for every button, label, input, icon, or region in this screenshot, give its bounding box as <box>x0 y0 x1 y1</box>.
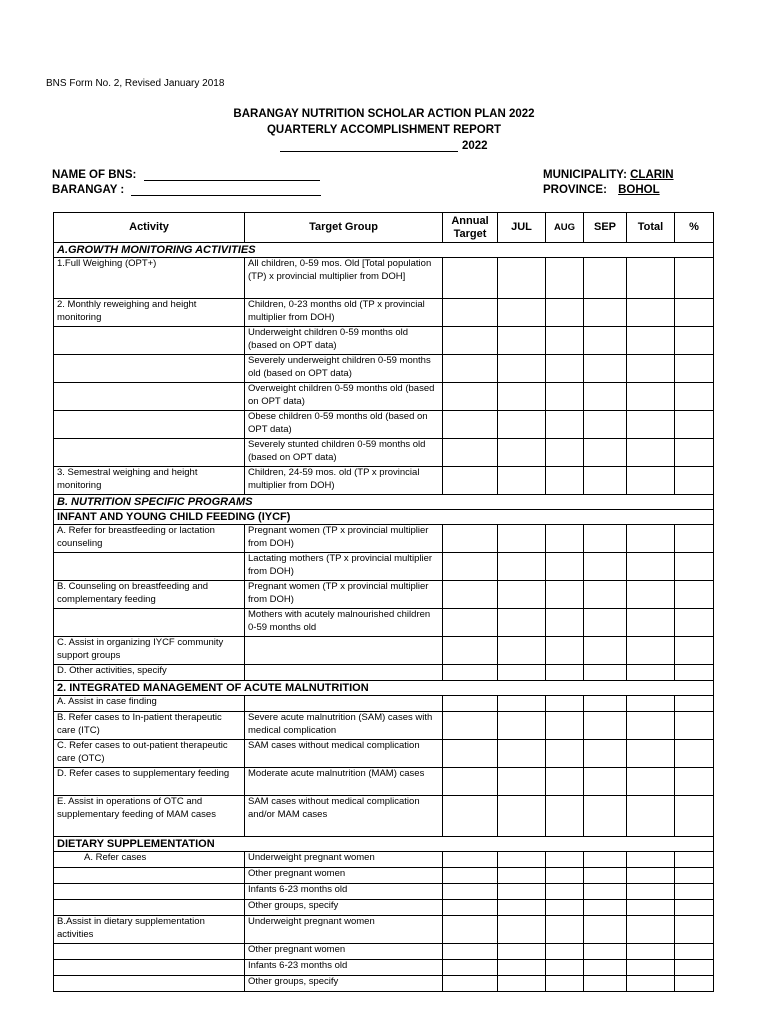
aug-cell[interactable] <box>546 467 584 495</box>
percent-cell[interactable] <box>675 258 714 299</box>
percent-cell[interactable] <box>675 900 714 916</box>
sep-cell[interactable] <box>584 944 627 960</box>
percent-cell[interactable] <box>675 796 714 837</box>
percent-cell[interactable] <box>675 355 714 383</box>
province-value: BOHOL <box>618 184 660 196</box>
aug-cell[interactable] <box>546 439 584 467</box>
section-row <box>54 510 714 525</box>
annual-target-cell[interactable] <box>443 553 498 581</box>
header-total: Total <box>627 213 675 243</box>
annual-target-cell[interactable] <box>443 467 498 495</box>
percent-cell[interactable] <box>675 696 714 712</box>
jul-cell[interactable] <box>498 960 546 976</box>
activity-cell <box>54 944 245 960</box>
table-row <box>54 976 714 992</box>
total-cell[interactable] <box>627 637 675 665</box>
table-row <box>54 916 714 944</box>
sep-cell[interactable] <box>584 525 627 553</box>
target-group-cell: Infants 6-23 months old <box>245 884 443 900</box>
jul-cell[interactable] <box>498 637 546 665</box>
annual-target-cell[interactable] <box>443 768 498 796</box>
jul-cell[interactable] <box>498 768 546 796</box>
annual-target-cell[interactable] <box>443 944 498 960</box>
target-group-cell: Lactating mothers (TP x provincial multiplier from DOH) <box>245 553 443 581</box>
section-heading: DIETARY SUPPLEMENTATION <box>54 837 714 852</box>
header-target-group: Target Group <box>245 213 443 243</box>
sep-cell[interactable] <box>584 258 627 299</box>
report-year: 2022 <box>462 140 488 152</box>
activity-cell: C. Assist in organizing IYCF community support groups <box>54 637 245 665</box>
target-group-cell <box>245 665 443 681</box>
total-cell[interactable] <box>627 665 675 681</box>
aug-cell[interactable] <box>546 852 584 868</box>
target-group-cell: Severely stunted children 0-59 months old (based on OPT data) <box>245 439 443 467</box>
total-cell[interactable] <box>627 525 675 553</box>
table-row <box>54 768 714 796</box>
sep-cell[interactable] <box>584 383 627 411</box>
barangay-blank[interactable] <box>131 184 321 196</box>
annual-target-cell[interactable] <box>443 609 498 637</box>
annual-target-cell[interactable] <box>443 439 498 467</box>
percent-cell[interactable] <box>675 467 714 495</box>
table-row <box>54 868 714 884</box>
sep-cell[interactable] <box>584 581 627 609</box>
target-group-cell: Mothers with acutely malnourished children 0-59 months old <box>245 609 443 637</box>
table-row <box>54 467 714 495</box>
activity-cell: 3. Semestral weighing and height monitoring <box>54 467 245 495</box>
province-label: PROVINCE: <box>543 184 607 196</box>
table-row <box>54 944 714 960</box>
header-aug: AUG <box>546 213 584 243</box>
target-group-cell: Children, 0-23 months old (TP x provincial multiplier from DOH) <box>245 299 443 327</box>
sep-cell[interactable] <box>584 327 627 355</box>
aug-cell[interactable] <box>546 960 584 976</box>
aug-cell[interactable] <box>546 944 584 960</box>
jul-cell[interactable] <box>498 299 546 327</box>
total-cell[interactable] <box>627 696 675 712</box>
activity-cell: A. Refer for breastfeeding or lactation counseling <box>54 525 245 553</box>
total-cell[interactable] <box>627 740 675 768</box>
aug-cell[interactable] <box>546 553 584 581</box>
annual-target-cell[interactable] <box>443 900 498 916</box>
annual-target-cell[interactable] <box>443 411 498 439</box>
annual-target-cell[interactable] <box>443 916 498 944</box>
sep-cell[interactable] <box>584 609 627 637</box>
annual-target-cell[interactable] <box>443 740 498 768</box>
total-cell[interactable] <box>627 553 675 581</box>
percent-cell[interactable] <box>675 768 714 796</box>
sep-cell[interactable] <box>584 299 627 327</box>
total-cell[interactable] <box>627 900 675 916</box>
annual-target-cell[interactable] <box>443 299 498 327</box>
annual-target-cell[interactable] <box>443 665 498 681</box>
report-period <box>280 140 488 152</box>
total-cell[interactable] <box>627 976 675 992</box>
aug-cell[interactable] <box>546 258 584 299</box>
table-row <box>54 299 714 327</box>
section-row <box>54 837 714 852</box>
sep-cell[interactable] <box>584 868 627 884</box>
target-group-cell: Infants 6-23 months old <box>245 960 443 976</box>
table-row <box>54 258 714 299</box>
percent-cell[interactable] <box>675 960 714 976</box>
percent-cell[interactable] <box>675 609 714 637</box>
jul-cell[interactable] <box>498 944 546 960</box>
activity-cell: C. Refer cases to out-patient therapeutic care (OTC) <box>54 740 245 768</box>
aug-cell[interactable] <box>546 740 584 768</box>
annual-target-cell[interactable] <box>443 637 498 665</box>
activity-cell <box>54 327 245 355</box>
aug-cell[interactable] <box>546 884 584 900</box>
percent-cell[interactable] <box>675 868 714 884</box>
activity-cell: A. Assist in case finding <box>54 696 245 712</box>
total-cell[interactable] <box>627 852 675 868</box>
activity-cell <box>54 609 245 637</box>
jul-cell[interactable] <box>498 852 546 868</box>
activity-cell <box>54 439 245 467</box>
jul-cell[interactable] <box>498 581 546 609</box>
jul-cell[interactable] <box>498 355 546 383</box>
activity-cell: D. Other activities, specify <box>54 665 245 681</box>
sep-cell[interactable] <box>584 467 627 495</box>
target-group-cell <box>245 637 443 665</box>
target-group-cell: Other pregnant women <box>245 944 443 960</box>
jul-cell[interactable] <box>498 916 546 944</box>
activity-cell: 1.Full Weighing (OPT+) <box>54 258 245 299</box>
percent-cell[interactable] <box>675 525 714 553</box>
percent-cell[interactable] <box>675 411 714 439</box>
activity-cell <box>54 411 245 439</box>
total-cell[interactable] <box>627 411 675 439</box>
header-activity: Activity <box>54 213 245 243</box>
total-cell[interactable] <box>627 609 675 637</box>
municipality-field <box>543 169 674 181</box>
section-heading: INFANT AND YOUNG CHILD FEEDING (IYCF) <box>54 510 714 525</box>
sep-cell[interactable] <box>584 900 627 916</box>
percent-cell[interactable] <box>675 327 714 355</box>
jul-cell[interactable] <box>498 467 546 495</box>
table-row <box>54 439 714 467</box>
aug-cell[interactable] <box>546 411 584 439</box>
aug-cell[interactable] <box>546 900 584 916</box>
activity-cell <box>54 868 245 884</box>
percent-cell[interactable] <box>675 665 714 681</box>
percent-cell[interactable] <box>675 553 714 581</box>
table-row <box>54 525 714 553</box>
sep-cell[interactable] <box>584 411 627 439</box>
bns-name-label: NAME OF BNS: <box>52 169 137 181</box>
activity-cell: A. Refer cases <box>54 852 245 868</box>
header-annual-target: Annual Target <box>443 213 498 243</box>
municipality-label: MUNICIPALITY: <box>543 169 627 181</box>
percent-cell[interactable] <box>675 740 714 768</box>
aug-cell[interactable] <box>546 768 584 796</box>
jul-cell[interactable] <box>498 439 546 467</box>
jul-cell[interactable] <box>498 868 546 884</box>
sep-cell[interactable] <box>584 976 627 992</box>
header-percent: % <box>675 213 714 243</box>
activity-cell: E. Assist in operations of OTC and supplementary feeding of MAM cases <box>54 796 245 837</box>
jul-cell[interactable] <box>498 383 546 411</box>
annual-target-cell[interactable] <box>443 796 498 837</box>
total-cell[interactable] <box>627 299 675 327</box>
total-cell[interactable] <box>627 944 675 960</box>
aug-cell[interactable] <box>546 796 584 837</box>
target-group-cell: Underweight pregnant women <box>245 852 443 868</box>
jul-cell[interactable] <box>498 900 546 916</box>
activity-cell <box>54 900 245 916</box>
quarter-blank-line[interactable] <box>280 140 458 152</box>
annual-target-cell[interactable] <box>443 525 498 553</box>
section-heading: A.GROWTH MONITORING ACTIVITIES <box>54 243 714 258</box>
total-cell[interactable] <box>627 960 675 976</box>
annual-target-cell[interactable] <box>443 868 498 884</box>
activity-cell <box>54 383 245 411</box>
table-row <box>54 960 714 976</box>
aug-cell[interactable] <box>546 609 584 637</box>
sep-cell[interactable] <box>584 960 627 976</box>
target-group-cell: Overweight children 0-59 months old (based on OPT data) <box>245 383 443 411</box>
percent-cell[interactable] <box>675 299 714 327</box>
activity-cell <box>54 960 245 976</box>
jul-cell[interactable] <box>498 740 546 768</box>
form-number: BNS Form No. 2, Revised January 2018 <box>46 78 225 89</box>
bns-name-field <box>52 169 320 181</box>
table-row <box>54 696 714 712</box>
sep-cell[interactable] <box>584 884 627 900</box>
sep-cell[interactable] <box>584 916 627 944</box>
jul-cell[interactable] <box>498 609 546 637</box>
section-row <box>54 681 714 696</box>
percent-cell[interactable] <box>675 581 714 609</box>
sep-cell[interactable] <box>584 740 627 768</box>
total-cell[interactable] <box>627 796 675 837</box>
total-cell[interactable] <box>627 439 675 467</box>
percent-cell[interactable] <box>675 944 714 960</box>
total-cell[interactable] <box>627 327 675 355</box>
activity-cell <box>54 355 245 383</box>
sep-cell[interactable] <box>584 796 627 837</box>
jul-cell[interactable] <box>498 665 546 681</box>
jul-cell[interactable] <box>498 553 546 581</box>
table-row <box>54 553 714 581</box>
target-group-cell <box>245 696 443 712</box>
percent-cell[interactable] <box>675 383 714 411</box>
total-cell[interactable] <box>627 383 675 411</box>
percent-cell[interactable] <box>675 916 714 944</box>
target-group-cell: SAM cases without medical complication <box>245 740 443 768</box>
annual-target-cell[interactable] <box>443 327 498 355</box>
jul-cell[interactable] <box>498 796 546 837</box>
table-row <box>54 884 714 900</box>
aug-cell[interactable] <box>546 696 584 712</box>
jul-cell[interactable] <box>498 712 546 740</box>
annual-target-cell[interactable] <box>443 884 498 900</box>
municipality-value: CLARIN <box>630 169 674 181</box>
activity-cell: B.Assist in dietary supplementation activities <box>54 916 245 944</box>
total-cell[interactable] <box>627 258 675 299</box>
aug-cell[interactable] <box>546 383 584 411</box>
table-body <box>54 243 714 992</box>
aug-cell[interactable] <box>546 665 584 681</box>
total-cell[interactable] <box>627 581 675 609</box>
activity-cell <box>54 976 245 992</box>
annual-target-cell[interactable] <box>443 696 498 712</box>
activity-cell: B. Refer cases to In-patient therapeutic care (ITC) <box>54 712 245 740</box>
target-group-cell: Other pregnant women <box>245 868 443 884</box>
table-row <box>54 411 714 439</box>
sep-cell[interactable] <box>584 553 627 581</box>
total-cell[interactable] <box>627 884 675 900</box>
aug-cell[interactable] <box>546 712 584 740</box>
annual-target-cell[interactable] <box>443 383 498 411</box>
jul-cell[interactable] <box>498 525 546 553</box>
section-row <box>54 495 714 510</box>
aug-cell[interactable] <box>546 327 584 355</box>
activity-cell <box>54 884 245 900</box>
jul-cell[interactable] <box>498 884 546 900</box>
percent-cell[interactable] <box>675 439 714 467</box>
jul-cell[interactable] <box>498 258 546 299</box>
aug-cell[interactable] <box>546 581 584 609</box>
table-row <box>54 355 714 383</box>
activity-cell: D. Refer cases to supplementary feeding <box>54 768 245 796</box>
target-group-cell: Severe acute malnutrition (SAM) cases with medical complication <box>245 712 443 740</box>
header-jul: JUL <box>498 213 546 243</box>
aug-cell[interactable] <box>546 355 584 383</box>
table-row <box>54 900 714 916</box>
total-cell[interactable] <box>627 916 675 944</box>
aug-cell[interactable] <box>546 976 584 992</box>
sep-cell[interactable] <box>584 637 627 665</box>
aug-cell[interactable] <box>546 916 584 944</box>
annual-target-cell[interactable] <box>443 960 498 976</box>
table-row <box>54 637 714 665</box>
table-row <box>54 665 714 681</box>
total-cell[interactable] <box>627 355 675 383</box>
jul-cell[interactable] <box>498 327 546 355</box>
percent-cell[interactable] <box>675 712 714 740</box>
table-row <box>54 740 714 768</box>
target-group-cell: Pregnant women (TP x provincial multiplier from DOH) <box>245 581 443 609</box>
jul-cell[interactable] <box>498 976 546 992</box>
total-cell[interactable] <box>627 868 675 884</box>
barangay-field <box>52 184 321 196</box>
percent-cell[interactable] <box>675 637 714 665</box>
jul-cell[interactable] <box>498 411 546 439</box>
jul-cell[interactable] <box>498 696 546 712</box>
aug-cell[interactable] <box>546 868 584 884</box>
annual-target-cell[interactable] <box>443 258 498 299</box>
percent-cell[interactable] <box>675 852 714 868</box>
target-group-cell: All children, 0-59 mos. Old [Total population (TP) x provincial multiplier from DOH] <box>245 258 443 299</box>
target-group-cell: Underweight pregnant women <box>245 916 443 944</box>
table-row <box>54 852 714 868</box>
annual-target-cell[interactable] <box>443 712 498 740</box>
accomplishment-table <box>53 212 714 992</box>
table-row <box>54 327 714 355</box>
sep-cell[interactable] <box>584 852 627 868</box>
sep-cell[interactable] <box>584 439 627 467</box>
target-group-cell: Underweight children 0-59 months old (based on OPT data) <box>245 327 443 355</box>
target-group-cell: Children, 24-59 mos. old (TP x provincial multiplier from DOH) <box>245 467 443 495</box>
sep-cell[interactable] <box>584 665 627 681</box>
activity-cell <box>54 553 245 581</box>
target-group-cell: Pregnant women (TP x provincial multiplier from DOH) <box>245 525 443 553</box>
sep-cell[interactable] <box>584 355 627 383</box>
barangay-label: BARANGAY : <box>52 184 125 196</box>
target-group-cell: Other groups, specify <box>245 900 443 916</box>
target-group-cell: SAM cases without medical complication and/or MAM cases <box>245 796 443 837</box>
table-row <box>54 609 714 637</box>
table-row <box>54 712 714 740</box>
target-group-cell: Moderate acute malnutrition (MAM) cases <box>245 768 443 796</box>
total-cell[interactable] <box>627 768 675 796</box>
target-group-cell: Obese children 0-59 months old (based on OPT data) <box>245 411 443 439</box>
activity-cell: 2. Monthly reweighing and height monitoring <box>54 299 245 327</box>
section-heading: 2. INTEGRATED MANAGEMENT OF ACUTE MALNUTRITION <box>54 681 714 696</box>
report-title: BARANGAY NUTRITION SCHOLAR ACTION PLAN 2022 <box>233 108 535 120</box>
header-sep: SEP <box>584 213 627 243</box>
section-row <box>54 243 714 258</box>
section-heading: B. NUTRITION SPECIFIC PROGRAMS <box>54 495 714 510</box>
bns-name-blank[interactable] <box>144 169 320 181</box>
table-row <box>54 383 714 411</box>
table-row <box>54 796 714 837</box>
annual-target-cell[interactable] <box>443 852 498 868</box>
percent-cell[interactable] <box>675 976 714 992</box>
aug-cell[interactable] <box>546 299 584 327</box>
total-cell[interactable] <box>627 467 675 495</box>
activity-cell: B. Counseling on breastfeeding and complementary feeding <box>54 581 245 609</box>
annual-target-cell[interactable] <box>443 581 498 609</box>
sep-cell[interactable] <box>584 712 627 740</box>
table-header-row <box>54 213 714 243</box>
target-group-cell: Severely underweight children 0-59 months old (based on OPT data) <box>245 355 443 383</box>
table-row <box>54 581 714 609</box>
sep-cell[interactable] <box>584 696 627 712</box>
province-field <box>543 184 660 196</box>
total-cell[interactable] <box>627 712 675 740</box>
aug-cell[interactable] <box>546 637 584 665</box>
annual-target-cell[interactable] <box>443 355 498 383</box>
sep-cell[interactable] <box>584 768 627 796</box>
annual-target-cell[interactable] <box>443 976 498 992</box>
target-group-cell: Other groups, specify <box>245 976 443 992</box>
percent-cell[interactable] <box>675 884 714 900</box>
report-subtitle: QUARTERLY ACCOMPLISHMENT REPORT <box>266 124 502 136</box>
aug-cell[interactable] <box>546 525 584 553</box>
